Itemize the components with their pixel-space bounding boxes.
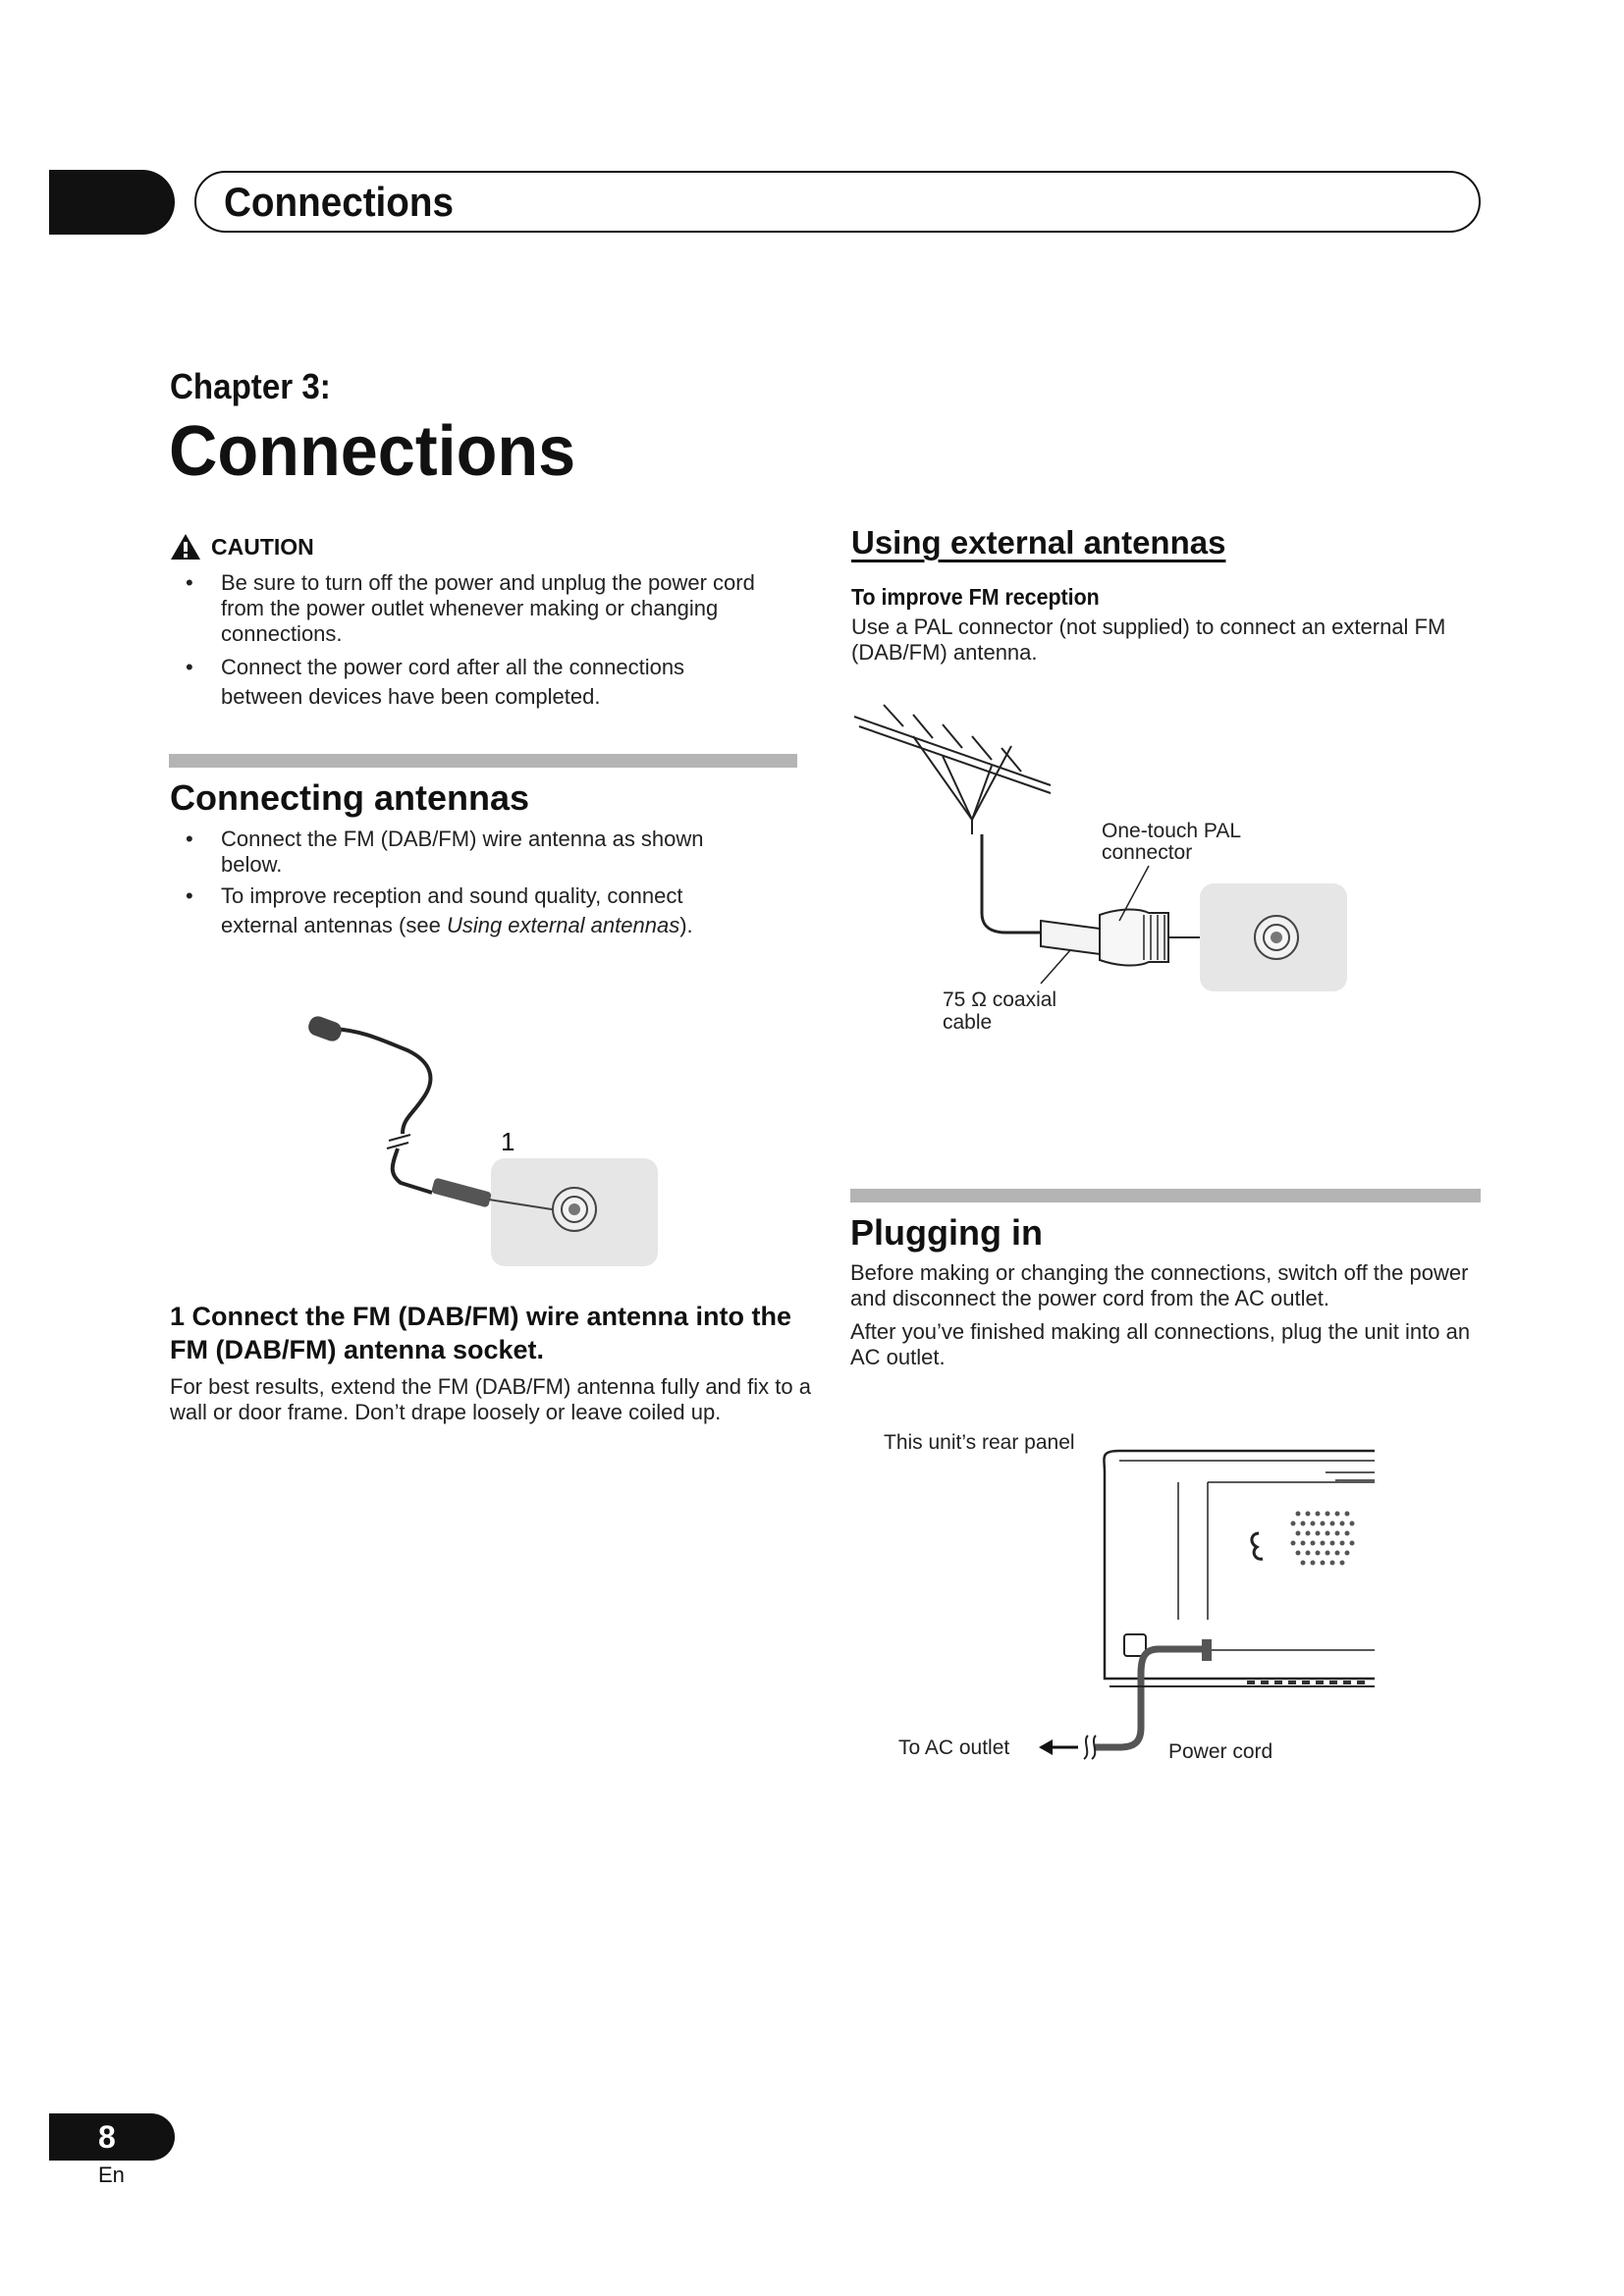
step-body: For best results, extend the FM (DAB/FM) antenna fully and fix to a wall or door frame. Don’t drape loosely or leave coiled up. xyxy=(170,1374,811,1424)
section-divider xyxy=(169,754,797,768)
label-rear-panel: This unit’s rear panel xyxy=(884,1431,1075,1454)
caution-box xyxy=(170,533,808,716)
connecting-bullet: • Connect the FM (DAB/FM) wire antenna as shown below. xyxy=(186,827,704,877)
label-coaxial-cable: 75 Ω coaxial xyxy=(943,988,1057,1011)
external-antenna-figure xyxy=(844,697,1375,1041)
power-cord-figure xyxy=(874,1423,1384,1787)
connecting-bullet: • To improve reception and sound quality, connect external antennas (see Using external antennas). xyxy=(186,883,693,937)
label-coaxial-cable-2: cable xyxy=(943,1011,993,1034)
caution-bullet: • Be sure to turn off the power and unplug the power cord from the power outlet whenever making or changing connections. xyxy=(186,570,755,646)
caution-heading: CAUTION xyxy=(170,533,808,561)
page-language: En xyxy=(98,2163,125,2187)
fm-wire-antenna-figure xyxy=(295,991,668,1276)
header-tab xyxy=(49,170,175,235)
plugging-para-1: Before making or changing the connections, switch off the power and disconnect the power cord from the AC outlet. xyxy=(850,1260,1469,1310)
label-pal-connector-2: connector xyxy=(1102,841,1193,864)
caution-bullet: • Connect the power cord after all the connections between devices have been completed. xyxy=(186,655,685,709)
section-title-connecting: Connecting antennas xyxy=(170,777,530,818)
chapter-label: Chapter 3: xyxy=(170,366,331,406)
label-ac-outlet: To AC outlet xyxy=(898,1736,1010,1759)
figure-label-1: 1 xyxy=(501,1127,515,1156)
section-divider xyxy=(850,1189,1481,1202)
section-title-plugging: Plugging in xyxy=(850,1212,1043,1253)
page-number: 8 xyxy=(98,2119,116,2155)
external-body: Use a PAL connector (not supplied) to connect an external FM (DAB/FM) antenna. xyxy=(851,614,1446,665)
step-heading: 1 Connect the FM (DAB/FM) wire antenna into the FM (DAB/FM) antenna socket. xyxy=(170,1302,791,1364)
header-title: Connections xyxy=(224,179,454,225)
external-subheading: To improve FM reception xyxy=(851,584,1100,610)
plugging-para-2: After you’ve finished making all connections, plug the unit into an AC outlet. xyxy=(850,1319,1471,1369)
label-power-cord: Power cord xyxy=(1168,1740,1273,1763)
chapter-title: Connections xyxy=(169,412,576,491)
warning-icon xyxy=(170,533,201,561)
section-title-external: Using external antennas xyxy=(851,524,1226,561)
label-pal-connector: One-touch PAL xyxy=(1102,820,1242,842)
connecting-bullets xyxy=(170,827,808,944)
